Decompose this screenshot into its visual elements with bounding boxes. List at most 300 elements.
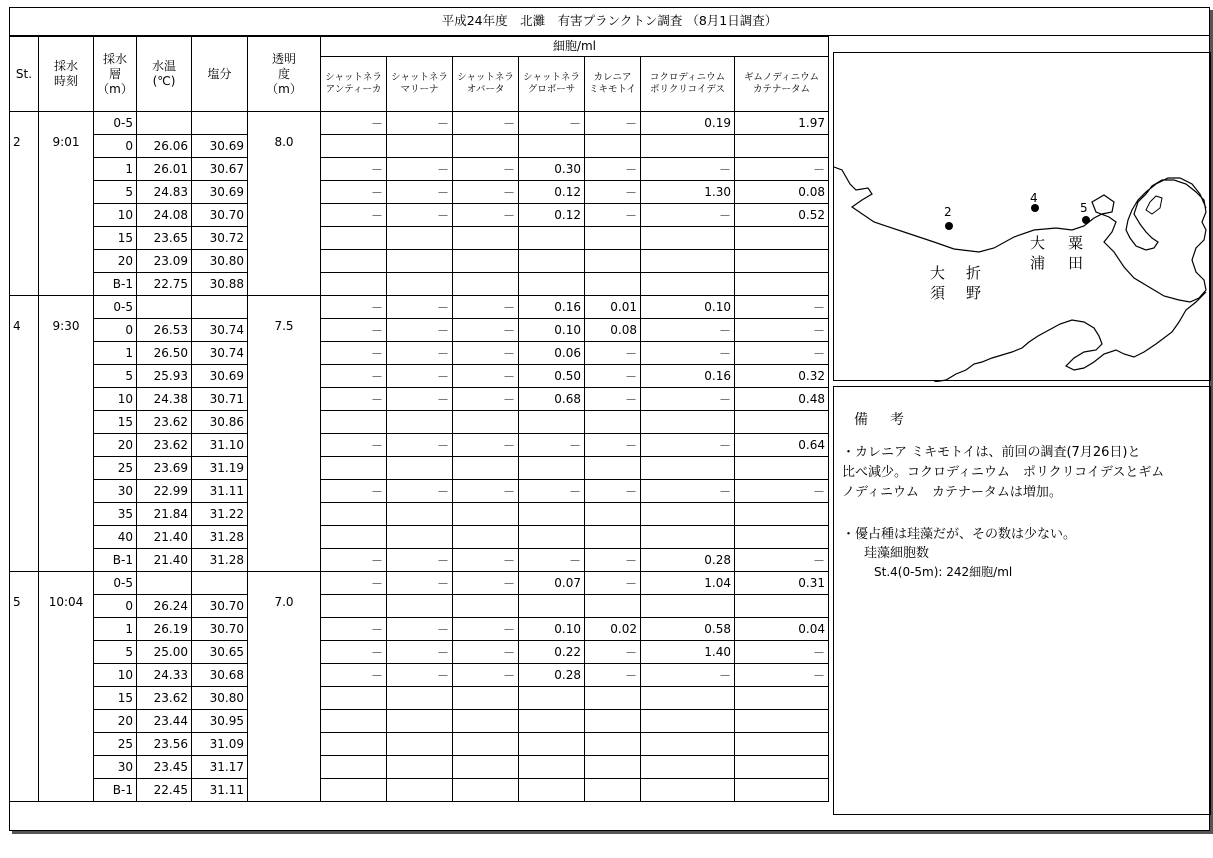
cell-count: 0.16: [641, 365, 735, 388]
temp-cell: 26.53: [137, 319, 192, 342]
station-5-label: 5: [1080, 201, 1088, 215]
cell-count: －: [641, 342, 735, 365]
cell-count: －: [735, 319, 829, 342]
cell-count: －: [585, 365, 641, 388]
cell-count: －: [387, 434, 453, 457]
temp-cell: [137, 572, 192, 595]
cell-count: [453, 273, 519, 296]
cell-count: [321, 227, 387, 250]
table-row: [10, 342, 829, 365]
cell-count: －: [735, 342, 829, 365]
table-row: [10, 687, 829, 710]
temp-cell: 23.09: [137, 250, 192, 273]
cell-count: [321, 457, 387, 480]
cell-count: －: [519, 549, 585, 572]
layer-cell: 35: [94, 503, 137, 526]
cell-count: －: [387, 549, 453, 572]
remarks-line: St.4(0-5m): 242細胞/ml: [874, 565, 1013, 579]
cell-count: [735, 710, 829, 733]
cell-count: [735, 411, 829, 434]
table-row: [10, 411, 829, 434]
col-header-salinity: 塩分: [192, 37, 248, 112]
cell-count: －: [453, 618, 519, 641]
cell-count: 0.52: [735, 204, 829, 227]
salinity-cell: 31.17: [192, 756, 248, 779]
cell-count: 0.28: [519, 664, 585, 687]
temp-cell: 23.45: [137, 756, 192, 779]
cell-count: 0.48: [735, 388, 829, 411]
cell-count: [321, 135, 387, 158]
cell-count: [641, 595, 735, 618]
cell-count: [519, 250, 585, 273]
salinity-cell: 30.88: [192, 273, 248, 296]
cell-count: －: [387, 388, 453, 411]
remarks-heading: 備 考: [854, 412, 908, 428]
salinity-cell: 30.95: [192, 710, 248, 733]
cell-count: －: [321, 572, 387, 595]
cell-count: －: [453, 319, 519, 342]
cell-count: [735, 273, 829, 296]
layer-cell: 0: [94, 595, 137, 618]
salinity-cell: 30.80: [192, 687, 248, 710]
cell-count: [735, 526, 829, 549]
cell-count: －: [321, 618, 387, 641]
table-row: [10, 112, 829, 135]
place-label: 大: [1030, 234, 1046, 252]
cell-count: －: [453, 181, 519, 204]
salinity-cell: 30.69: [192, 135, 248, 158]
cell-count: 0.16: [519, 296, 585, 319]
cell-count: [641, 526, 735, 549]
cell-count: [453, 250, 519, 273]
salinity-cell: 31.28: [192, 526, 248, 549]
cell-count: [735, 687, 829, 710]
cell-count: [453, 411, 519, 434]
salinity-cell: 30.70: [192, 618, 248, 641]
cell-count: －: [735, 158, 829, 181]
temp-cell: [137, 296, 192, 319]
place-label: 田: [1068, 254, 1084, 272]
cell-count: [519, 687, 585, 710]
sampling-time-cell: 9:01: [39, 112, 94, 296]
cell-count: 1.04: [641, 572, 735, 595]
cell-count: [585, 457, 641, 480]
cell-count: －: [321, 204, 387, 227]
cell-count: －: [453, 365, 519, 388]
cell-count: [641, 733, 735, 756]
cell-count: －: [321, 296, 387, 319]
cell-count: [453, 710, 519, 733]
cell-count: [321, 503, 387, 526]
cell-count: 0.06: [519, 342, 585, 365]
cell-count: [453, 526, 519, 549]
cell-count: [519, 411, 585, 434]
cell-count: [453, 779, 519, 802]
cell-count: －: [453, 664, 519, 687]
cell-count: 0.10: [519, 618, 585, 641]
cell-count: 0.22: [519, 641, 585, 664]
cell-count: [585, 779, 641, 802]
layer-cell: 5: [94, 181, 137, 204]
cell-count: [641, 273, 735, 296]
cell-count: [641, 779, 735, 802]
remarks-line: 珪藻細胞数: [864, 546, 930, 561]
col-header-species: カレニア ミキモトイ: [585, 57, 641, 112]
cell-count: －: [641, 480, 735, 503]
temp-cell: 26.19: [137, 618, 192, 641]
layer-cell: 10: [94, 204, 137, 227]
col-header-species: シャットネラ マリーナ: [387, 57, 453, 112]
cell-count: －: [387, 181, 453, 204]
cell-count: [735, 756, 829, 779]
station-cell: 2: [10, 112, 39, 296]
cell-count: [641, 503, 735, 526]
cell-count: －: [735, 480, 829, 503]
cell-count: 0.28: [641, 549, 735, 572]
cell-count: 0.01: [585, 296, 641, 319]
cell-count: [387, 756, 453, 779]
table-row: [10, 756, 829, 779]
temp-cell: 21.84: [137, 503, 192, 526]
cell-count: －: [321, 181, 387, 204]
layer-cell: 1: [94, 618, 137, 641]
salinity-cell: 31.22: [192, 503, 248, 526]
place-label: 野: [966, 284, 982, 302]
layer-cell: 30: [94, 480, 137, 503]
cell-count: [321, 756, 387, 779]
frame-shadow-bottom: [12, 831, 1213, 834]
cell-count: [321, 710, 387, 733]
plankton-data-table: [9, 36, 829, 802]
layer-cell: 20: [94, 250, 137, 273]
layer-cell: 0-5: [94, 572, 137, 595]
cell-count: －: [585, 388, 641, 411]
temp-cell: 23.69: [137, 457, 192, 480]
cell-count: [641, 710, 735, 733]
salinity-cell: [192, 572, 248, 595]
cell-count: 0.19: [641, 112, 735, 135]
layer-cell: 15: [94, 687, 137, 710]
station-cell: 4: [10, 296, 39, 572]
cell-count: －: [585, 664, 641, 687]
salinity-cell: [192, 296, 248, 319]
cell-count: [387, 733, 453, 756]
cell-count: [585, 250, 641, 273]
salinity-cell: 30.67: [192, 158, 248, 181]
cell-count: －: [321, 480, 387, 503]
temp-cell: 24.33: [137, 664, 192, 687]
salinity-cell: 30.74: [192, 319, 248, 342]
cell-count: [453, 457, 519, 480]
layer-cell: 15: [94, 411, 137, 434]
station-4-marker: [1031, 204, 1039, 212]
cell-count: [519, 227, 585, 250]
cell-count: －: [641, 204, 735, 227]
cell-count: [641, 227, 735, 250]
temp-cell: 23.62: [137, 434, 192, 457]
cell-count: －: [453, 434, 519, 457]
cell-count: －: [321, 664, 387, 687]
layer-cell: 10: [94, 664, 137, 687]
cell-count: －: [453, 641, 519, 664]
cell-count: －: [519, 480, 585, 503]
cell-count: －: [519, 434, 585, 457]
cell-count: －: [387, 365, 453, 388]
cell-count: [585, 503, 641, 526]
sampling-time-cell: 9:30: [39, 296, 94, 572]
cell-count: [519, 457, 585, 480]
temp-cell: 22.99: [137, 480, 192, 503]
cell-count: －: [321, 434, 387, 457]
cell-count: [519, 273, 585, 296]
cell-count: －: [519, 112, 585, 135]
col-header-water-temp: 水温 (℃): [137, 37, 192, 112]
cell-count: [321, 526, 387, 549]
station-5-marker: [1082, 216, 1090, 224]
layer-cell: 10: [94, 388, 137, 411]
cell-count: [387, 227, 453, 250]
table-row: [10, 710, 829, 733]
salinity-cell: 30.72: [192, 227, 248, 250]
cell-count: 0.10: [519, 319, 585, 342]
cell-count: －: [387, 204, 453, 227]
table-row: [10, 204, 829, 227]
cell-count: [321, 687, 387, 710]
cell-count: [585, 526, 641, 549]
station-cell: 5: [10, 572, 39, 802]
cell-count: －: [585, 480, 641, 503]
col-header-sampling-time: 採水 時刻: [39, 37, 94, 112]
cell-count: －: [321, 641, 387, 664]
cell-count: [519, 503, 585, 526]
coastline: [834, 167, 1206, 302]
table-row: [10, 135, 829, 158]
report-title: 平成24年度 北灘 有害プランクトン調査 （8月1日調査）: [9, 7, 1210, 36]
cell-count: －: [585, 434, 641, 457]
cell-count: [519, 779, 585, 802]
col-header-species: シャットネラ グロボーサ: [519, 57, 585, 112]
cell-count: [735, 733, 829, 756]
cell-count: －: [641, 388, 735, 411]
temp-cell: 24.38: [137, 388, 192, 411]
layer-cell: 25: [94, 733, 137, 756]
cell-count: 0.30: [519, 158, 585, 181]
salinity-cell: 31.11: [192, 779, 248, 802]
cell-count: 0.50: [519, 365, 585, 388]
layer-cell: 1: [94, 158, 137, 181]
cell-count: －: [387, 664, 453, 687]
cell-count: －: [321, 342, 387, 365]
cell-count: －: [453, 342, 519, 365]
cell-count: [585, 227, 641, 250]
cell-count: [453, 687, 519, 710]
place-label: 大: [930, 264, 946, 282]
table-row: [10, 434, 829, 457]
transparency-cell: 7.0: [248, 572, 321, 802]
table-row: [10, 457, 829, 480]
cell-count: －: [641, 158, 735, 181]
cell-count: －: [453, 480, 519, 503]
cell-count: [641, 411, 735, 434]
temp-cell: 23.62: [137, 687, 192, 710]
table-row: [10, 572, 829, 595]
cell-count: [387, 503, 453, 526]
table-row: [10, 388, 829, 411]
cell-count: [387, 710, 453, 733]
station-2-marker: [945, 222, 953, 230]
salinity-cell: 31.11: [192, 480, 248, 503]
cell-count: 0.58: [641, 618, 735, 641]
layer-cell: 30: [94, 756, 137, 779]
temp-cell: 25.00: [137, 641, 192, 664]
cell-count: [453, 135, 519, 158]
cell-count: －: [585, 572, 641, 595]
table-row: [10, 549, 829, 572]
cell-count: －: [585, 641, 641, 664]
temp-cell: 22.75: [137, 273, 192, 296]
cell-count: －: [321, 319, 387, 342]
cell-count: [321, 250, 387, 273]
cell-count: [519, 135, 585, 158]
cell-count: [453, 595, 519, 618]
layer-cell: B-1: [94, 549, 137, 572]
cell-count: －: [641, 319, 735, 342]
cell-count: 0.12: [519, 181, 585, 204]
cell-count: 0.07: [519, 572, 585, 595]
cell-count: －: [453, 572, 519, 595]
transparency-cell: 7.5: [248, 296, 321, 572]
cell-count: －: [453, 112, 519, 135]
cell-count: －: [641, 664, 735, 687]
cell-count: [519, 756, 585, 779]
temp-cell: [137, 112, 192, 135]
cell-count: －: [387, 641, 453, 664]
table-row: [10, 273, 829, 296]
layer-cell: 15: [94, 227, 137, 250]
table-row: [10, 296, 829, 319]
cell-count: －: [735, 664, 829, 687]
cell-count: [321, 779, 387, 802]
cell-count: [387, 595, 453, 618]
cell-count: －: [585, 342, 641, 365]
temp-cell: 21.40: [137, 549, 192, 572]
cell-count: [453, 756, 519, 779]
cell-count: [585, 273, 641, 296]
salinity-cell: 31.19: [192, 457, 248, 480]
cell-count: [641, 250, 735, 273]
temp-cell: 22.45: [137, 779, 192, 802]
cell-count: －: [453, 549, 519, 572]
salinity-cell: 30.80: [192, 250, 248, 273]
cell-count: [735, 457, 829, 480]
cell-count: [387, 457, 453, 480]
layer-cell: 5: [94, 365, 137, 388]
layer-cell: 20: [94, 434, 137, 457]
salinity-cell: 30.65: [192, 641, 248, 664]
salinity-cell: 30.70: [192, 595, 248, 618]
temp-cell: 23.65: [137, 227, 192, 250]
cell-count: [387, 779, 453, 802]
place-label: 浦: [1030, 254, 1046, 272]
station-4-label: 4: [1030, 191, 1038, 205]
table-row: [10, 319, 829, 342]
cell-count: [585, 595, 641, 618]
coastline-east: [934, 292, 1206, 382]
station-2-label: 2: [944, 205, 952, 219]
temp-cell: 26.24: [137, 595, 192, 618]
transparency-cell: 8.0: [248, 112, 321, 296]
col-header-species: ギムノディニウム カテナータム: [735, 57, 829, 112]
table-row: [10, 250, 829, 273]
salinity-cell: 30.71: [192, 388, 248, 411]
cell-count: 0.02: [585, 618, 641, 641]
layer-cell: 20: [94, 710, 137, 733]
cell-count: －: [453, 388, 519, 411]
cell-count: －: [641, 434, 735, 457]
salinity-cell: 30.86: [192, 411, 248, 434]
cell-count: 0.08: [735, 181, 829, 204]
cell-count: [735, 227, 829, 250]
cell-count: [321, 273, 387, 296]
cell-count: [735, 595, 829, 618]
cell-count: [387, 411, 453, 434]
cell-count: [519, 526, 585, 549]
cell-count: [735, 779, 829, 802]
table-row: [10, 526, 829, 549]
cell-count: －: [735, 296, 829, 319]
remarks-line: ノディニウム カテナータムは増加。: [842, 485, 1062, 500]
table-row: [10, 618, 829, 641]
place-label: 粟: [1068, 234, 1084, 252]
cell-count: [453, 733, 519, 756]
salinity-cell: 31.09: [192, 733, 248, 756]
col-header-cells-per-ml: 細胞/ml: [321, 37, 829, 57]
cell-count: －: [453, 158, 519, 181]
inlet-detail: [1146, 196, 1162, 214]
layer-cell: B-1: [94, 779, 137, 802]
remarks-panel: [833, 386, 1211, 815]
col-header-sampling-layer: 採水 層 （m）: [94, 37, 137, 112]
table-row: [10, 733, 829, 756]
cell-count: [453, 227, 519, 250]
cell-count: [735, 250, 829, 273]
layer-cell: 0: [94, 135, 137, 158]
cell-count: [387, 687, 453, 710]
table-row: [10, 365, 829, 388]
cell-count: [641, 756, 735, 779]
cell-count: [387, 273, 453, 296]
cell-count: 1.40: [641, 641, 735, 664]
remarks-line: ・カレニア ミキモトイは、前回の調査(7月26日)と: [842, 445, 1141, 460]
layer-cell: 0: [94, 319, 137, 342]
cell-count: [387, 526, 453, 549]
cell-count: 1.30: [641, 181, 735, 204]
temp-cell: 26.50: [137, 342, 192, 365]
cell-count: [641, 135, 735, 158]
salinity-cell: 30.69: [192, 365, 248, 388]
cell-count: 0.04: [735, 618, 829, 641]
cell-count: －: [387, 296, 453, 319]
temp-cell: 21.40: [137, 526, 192, 549]
cell-count: 0.12: [519, 204, 585, 227]
cell-count: [519, 595, 585, 618]
cell-count: [453, 503, 519, 526]
layer-cell: 25: [94, 457, 137, 480]
temp-cell: 26.01: [137, 158, 192, 181]
temp-cell: 24.83: [137, 181, 192, 204]
cell-count: －: [387, 572, 453, 595]
col-header-transparency: 透明 度 （m）: [248, 37, 321, 112]
